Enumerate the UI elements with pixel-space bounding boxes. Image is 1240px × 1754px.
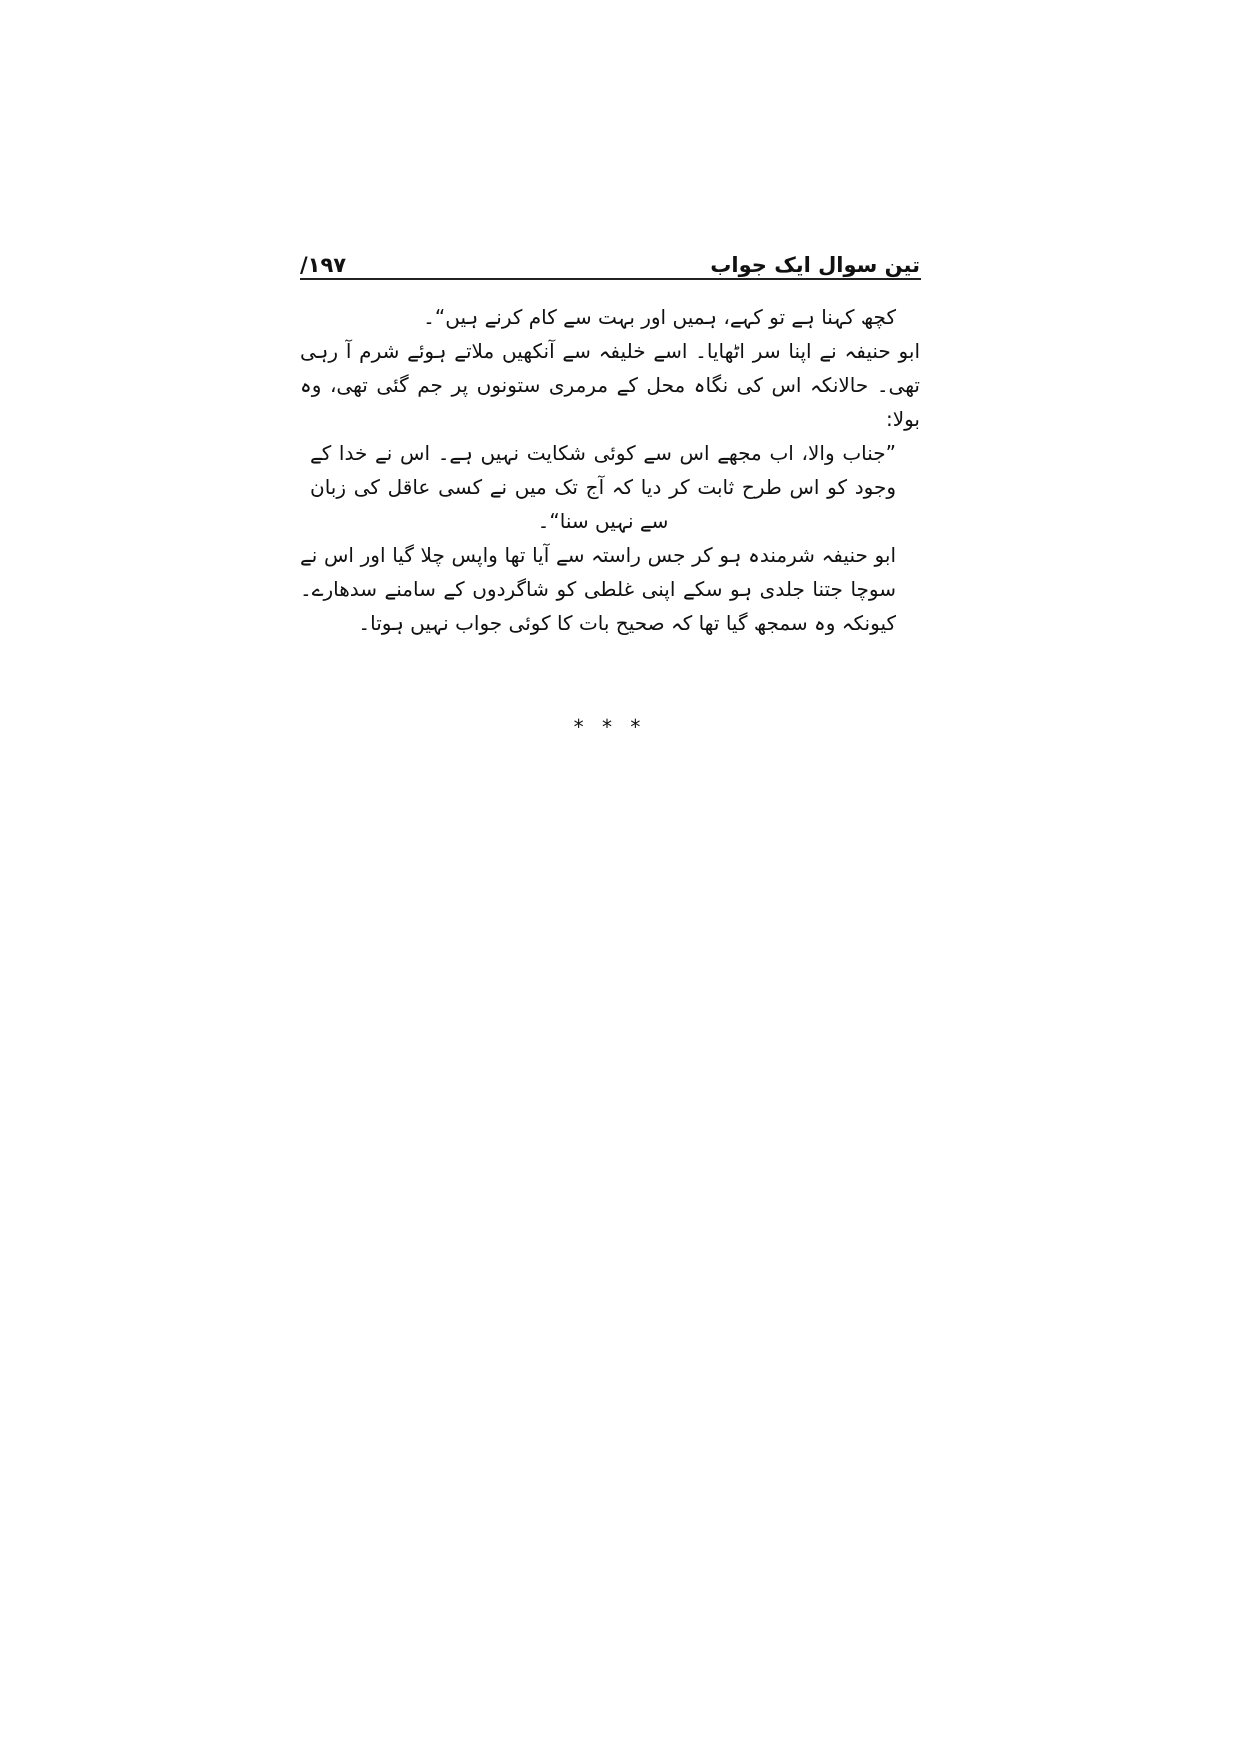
- page-body: [300, 300, 920, 640]
- running-header: [300, 243, 920, 277]
- paragraph-2: ابو حنیفہ نے اپنا سر اٹھایا۔ اسے خلیفہ سے آنکھیں ملاتے ہوئے شرم آ رہی تھی۔ حالانکہ اس کی نگاہ محل کے مرمری ستونوں پر جم گئی تھی، وہ بولا:: [300, 339, 920, 431]
- page-number: ۱۹۷/: [300, 253, 347, 277]
- header-rule: [300, 278, 921, 280]
- section-end-ornament: * * *: [573, 715, 647, 739]
- book-title: تین سوال ایک جواب: [710, 253, 920, 277]
- paragraph-4: ابو حنیفہ شرمندہ ہو کر جس راستہ سے آیا تھا واپس چلا گیا اور اس نے سوچا جتنا جلدی ہو سکے اپنی غلطی کو شاگردوں کے سامنے سدھارے۔ کیونکہ وہ سمجھ گیا تھا کہ صحیح بات کا کوئی جواب نہیں ہوتا۔: [300, 543, 896, 635]
- quoted-speech: ”جناب والا، اب مجھے اس سے کوئی شکایت نہیں ہے۔ اس نے خدا کے وجود کو اس طرح ثابت کر دیا کہ آج تک میں نے کسی عاقل کی زبان سے نہیں سنا“۔: [310, 441, 896, 533]
- paragraph-1: کچھ کہنا ہے تو کہے، ہمیں اور بہت سے کام کرنے ہیں“۔: [423, 305, 896, 329]
